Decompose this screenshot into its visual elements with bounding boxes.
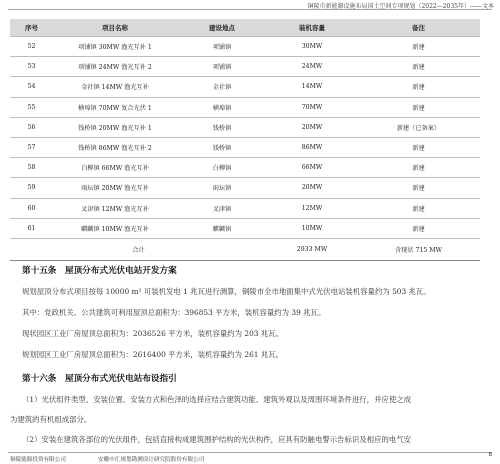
table-row bbox=[10, 198, 480, 218]
cell-index: 57 bbox=[10, 137, 53, 157]
cell-index: 59 bbox=[10, 178, 53, 198]
cell-index: 56 bbox=[10, 117, 53, 137]
paragraph: 其中：党政机关、公共建筑可利用屋顶总面积为：396853 平方米，装机容量约为 39 兆瓦。 bbox=[22, 308, 326, 317]
cell-capacity: 12MW bbox=[267, 198, 357, 218]
section-heading-15: 第十五条 屋顶分布式光伏电站开发方案 bbox=[22, 266, 177, 276]
table-row bbox=[10, 218, 480, 238]
total-capacity: 2933 MW bbox=[267, 238, 357, 260]
cell-index: 55 bbox=[10, 97, 53, 117]
cell-name: 白柳镇 66MW 渔光互补 bbox=[53, 158, 177, 178]
section-heading-16: 第十六条 屋顶分布式光伏电站布设指引 bbox=[22, 374, 177, 384]
cell-capacity: 30MW bbox=[267, 37, 357, 57]
cell-note: 新建（已备案） bbox=[357, 117, 480, 137]
cell-name: 横埠镇 70MW 复合光伏 1 bbox=[53, 97, 177, 117]
table-total-row bbox=[10, 238, 480, 260]
cell-name: 钱桥镇 86MW 渔光互补 2 bbox=[53, 137, 177, 157]
col-header-note: 备注 bbox=[357, 19, 480, 37]
cell-location: 钱桥镇 bbox=[177, 117, 267, 137]
paragraph: 现状园区工业厂房屋顶总面积为：2036526 平方米，装机容量约为 203 兆瓦。 bbox=[22, 329, 284, 338]
paragraph: （2）安装在建筑各部位的光伏组件，包括直接构成建筑围护结构的光伏构件，应具有防触电警示告标识及相应的电气安 bbox=[22, 435, 412, 444]
cell-name: 项铺镇 30MW 渔光互补 1 bbox=[53, 37, 177, 57]
table-row bbox=[10, 117, 480, 137]
cell-name: 麒麟镇 10MW 渔光互补 bbox=[53, 218, 177, 238]
table-row bbox=[10, 57, 480, 77]
cell-location: 白柳镇 bbox=[177, 158, 267, 178]
cell-index: 53 bbox=[10, 57, 53, 77]
table-row bbox=[10, 137, 480, 157]
footer-org-2: 安徽中汇规划勘测设计研究院股份有限公司 bbox=[98, 457, 205, 463]
cell-note: 新建 bbox=[357, 178, 480, 198]
cell-capacity: 14MW bbox=[267, 77, 357, 97]
col-header-index: 序号 bbox=[10, 19, 53, 37]
paragraph: （1）光伏组件类型、安装位置、安装方式和色泽的选择应结合建筑功能、建筑外观以及周围环境条件进行，并应使之成 bbox=[22, 395, 412, 404]
cell-location: 雨坛镇 bbox=[177, 178, 267, 198]
cell-capacity: 70MW bbox=[267, 97, 357, 117]
cell-location: 项铺镇 bbox=[177, 37, 267, 57]
cell-name: 雨坛镇 20MW 渔光互补 bbox=[53, 178, 177, 198]
cell-index: 52 bbox=[10, 37, 53, 57]
cell-capacity: 66MW bbox=[267, 158, 357, 178]
cell-location: 横埠镇 bbox=[177, 97, 267, 117]
cell-note: 新建 bbox=[357, 37, 480, 57]
cell-index: 54 bbox=[10, 77, 53, 97]
cell-index: 61 bbox=[10, 218, 53, 238]
cell-name: 叉津镇 12MW 渔光互补 bbox=[53, 198, 177, 218]
page-header-title: 铜陵市新能源设施布局国土空间专项规划（2022—2035年）——文本 bbox=[307, 3, 494, 10]
cell-index: 58 bbox=[10, 158, 53, 178]
cell-location: 项铺镇 bbox=[177, 57, 267, 77]
cell-capacity: 24MW bbox=[267, 57, 357, 77]
cell-note: 新建 bbox=[357, 158, 480, 178]
cell-note: 新建 bbox=[357, 198, 480, 218]
cell-note: 新建 bbox=[357, 97, 480, 117]
cell-location: 麒麟镇 bbox=[177, 218, 267, 238]
total-note: 含现状 715 MW bbox=[357, 238, 480, 260]
cell-note: 新建 bbox=[357, 77, 480, 97]
table-row bbox=[10, 178, 480, 198]
paragraph: 规划园区工业厂房屋顶总面积为：2616400 平方米，装机容量约为 261 兆瓦。 bbox=[22, 350, 284, 359]
table-row bbox=[10, 97, 480, 117]
cell-note: 新建 bbox=[357, 218, 480, 238]
cell-index: 60 bbox=[10, 198, 53, 218]
table-row bbox=[10, 77, 480, 97]
header-divider bbox=[8, 9, 492, 10]
cell-location: 叉津镇 bbox=[177, 198, 267, 218]
cell-note: 新建 bbox=[357, 57, 480, 77]
footer-divider bbox=[8, 452, 492, 453]
col-header-location: 建设地点 bbox=[177, 19, 267, 37]
cell-name: 钱桥镇 20MW 渔光互补 1 bbox=[53, 117, 177, 137]
cell-capacity: 20MW bbox=[267, 178, 357, 198]
cell-name: 金社镇 14MW 渔光互补 bbox=[53, 77, 177, 97]
col-header-capacity: 装机容量 bbox=[267, 19, 357, 37]
cell-note: 新建 bbox=[357, 137, 480, 157]
cell-capacity: 86MW bbox=[267, 137, 357, 157]
project-table bbox=[10, 19, 480, 261]
table-row bbox=[10, 158, 480, 178]
total-label: 合计 bbox=[10, 238, 267, 260]
paragraph: 规划屋顶分布式项目按每 10000 m² 可装机发电 1 兆瓦进行测算，铜陵市全市地面集中式光伏电站装机容量约为 503 兆瓦。 bbox=[22, 287, 431, 296]
cell-location: 钱桥镇 bbox=[177, 137, 267, 157]
col-header-name: 项目名称 bbox=[53, 19, 177, 37]
table-header-row bbox=[10, 19, 480, 37]
cell-capacity: 20MW bbox=[267, 117, 357, 137]
cell-location: 金社镇 bbox=[177, 77, 267, 97]
cell-capacity: 10MW bbox=[267, 218, 357, 238]
cell-name: 项铺镇 24MW 渔光互补 2 bbox=[53, 57, 177, 77]
page-number: 8 bbox=[488, 452, 492, 458]
table-row bbox=[10, 37, 480, 57]
paragraph: 为建筑的有机组成部分。 bbox=[10, 415, 92, 424]
footer-org-1: 铜陵能源投资有限公司 bbox=[10, 457, 66, 463]
